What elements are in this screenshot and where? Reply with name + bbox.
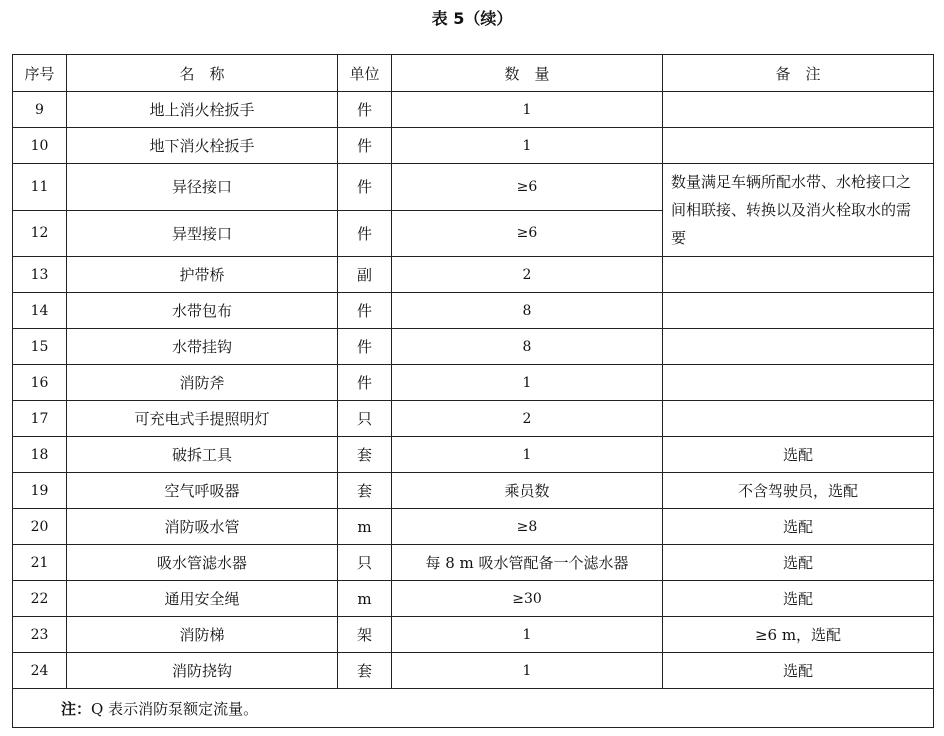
- table-row: [13, 473, 934, 509]
- row-qty: 2: [392, 401, 663, 437]
- row-name: 地下消火栓扳手: [67, 128, 338, 164]
- table-row: [13, 509, 934, 545]
- row-qty: ≥6: [392, 164, 663, 211]
- row-remark: [663, 293, 934, 329]
- row-index: 17: [13, 401, 67, 437]
- header-qty: 数 量: [392, 55, 663, 92]
- row-index: 9: [13, 92, 67, 128]
- row-index: 21: [13, 545, 67, 581]
- row-index: 16: [13, 365, 67, 401]
- row-qty: 1: [392, 437, 663, 473]
- row-qty: 2: [392, 257, 663, 293]
- table-row: [13, 581, 934, 617]
- table-row: [13, 545, 934, 581]
- row-remark: [663, 401, 934, 437]
- row-qty: ≥6: [392, 210, 663, 257]
- row-remark: 选配: [663, 653, 934, 689]
- row-unit: 套: [338, 437, 392, 473]
- row-index: 11: [13, 164, 67, 211]
- row-qty: 1: [392, 653, 663, 689]
- row-unit: 副: [338, 257, 392, 293]
- row-name: 消防挠钩: [67, 653, 338, 689]
- row-unit: 套: [338, 473, 392, 509]
- row-unit: 件: [338, 92, 392, 128]
- row-unit: 件: [338, 293, 392, 329]
- row-unit: 件: [338, 164, 392, 211]
- row-remark: 选配: [663, 545, 934, 581]
- row-unit: m: [338, 581, 392, 617]
- row-name: 异径接口: [67, 164, 338, 211]
- row-name: 水带挂钩: [67, 329, 338, 365]
- row-qty: 8: [392, 293, 663, 329]
- row-remark: 不含驾驶员，选配: [663, 473, 934, 509]
- table-row: [13, 92, 934, 128]
- header-remark: 备 注: [663, 55, 934, 92]
- row-name: 护带桥: [67, 257, 338, 293]
- row-name: 异型接口: [67, 210, 338, 257]
- row-qty: ≥30: [392, 581, 663, 617]
- equipment-table: [12, 54, 934, 728]
- row-unit: 只: [338, 401, 392, 437]
- table-row: [13, 257, 934, 293]
- row-name: 可充电式手提照明灯: [67, 401, 338, 437]
- row-name: 水带包布: [67, 293, 338, 329]
- note-text: Q 表示消防泵额定流量。: [91, 699, 259, 718]
- row-unit: 件: [338, 365, 392, 401]
- row-qty: 8: [392, 329, 663, 365]
- table-row: [13, 128, 934, 164]
- table-row: [13, 653, 934, 689]
- row-unit: 只: [338, 545, 392, 581]
- row-index: 22: [13, 581, 67, 617]
- header-unit: 单位: [338, 55, 392, 92]
- row-unit: 件: [338, 210, 392, 257]
- row-unit: m: [338, 509, 392, 545]
- table-row: [13, 437, 934, 473]
- row-qty: 每 8 m 吸水管配备一个滤水器: [392, 545, 663, 581]
- row-index: 12: [13, 210, 67, 257]
- row-index: 23: [13, 617, 67, 653]
- table-note: [13, 689, 934, 728]
- row-name: 空气呼吸器: [67, 473, 338, 509]
- row-remark: [663, 365, 934, 401]
- row-index: 19: [13, 473, 67, 509]
- row-remark: 选配: [663, 581, 934, 617]
- row-qty: 1: [392, 92, 663, 128]
- row-unit: 套: [338, 653, 392, 689]
- row-remark: [663, 329, 934, 365]
- row-remark: 选配: [663, 509, 934, 545]
- row-remark: [663, 92, 934, 128]
- row-index: 20: [13, 509, 67, 545]
- table-title: 表 5（续）: [431, 9, 513, 28]
- header-name: 名 称: [67, 55, 338, 92]
- header-index: 序号: [13, 55, 67, 92]
- row-name: 通用安全绳: [67, 581, 338, 617]
- row-name: 消防斧: [67, 365, 338, 401]
- table-header-row: [13, 55, 934, 92]
- row-remark: ≥6 m，选配: [663, 617, 934, 653]
- row-qty: 1: [392, 128, 663, 164]
- row-qty: 乘员数: [392, 473, 663, 509]
- merged-remark: 数量满足车辆所配水带、水枪接口之间相联接、转换以及消火栓取水的需要: [663, 164, 934, 257]
- row-index: 18: [13, 437, 67, 473]
- row-index: 14: [13, 293, 67, 329]
- row-unit: 架: [338, 617, 392, 653]
- table-row: [13, 617, 934, 653]
- table-row: [13, 365, 934, 401]
- row-name: 消防梯: [67, 617, 338, 653]
- row-name: 吸水管滤水器: [67, 545, 338, 581]
- table-row: [13, 293, 934, 329]
- row-qty: 1: [392, 365, 663, 401]
- note-prefix: 注：: [61, 699, 92, 718]
- table-row: [13, 164, 934, 211]
- row-remark: 选配: [663, 437, 934, 473]
- table-row: [13, 401, 934, 437]
- row-index: 13: [13, 257, 67, 293]
- table-note-row: [13, 689, 934, 728]
- row-index: 10: [13, 128, 67, 164]
- row-unit: 件: [338, 128, 392, 164]
- row-unit: 件: [338, 329, 392, 365]
- row-index: 15: [13, 329, 67, 365]
- row-name: 消防吸水管: [67, 509, 338, 545]
- row-remark: [663, 257, 934, 293]
- row-qty: ≥8: [392, 509, 663, 545]
- row-index: 24: [13, 653, 67, 689]
- table-row: [13, 329, 934, 365]
- row-name: 破拆工具: [67, 437, 338, 473]
- row-remark: [663, 128, 934, 164]
- row-name: 地上消火栓扳手: [67, 92, 338, 128]
- row-qty: 1: [392, 617, 663, 653]
